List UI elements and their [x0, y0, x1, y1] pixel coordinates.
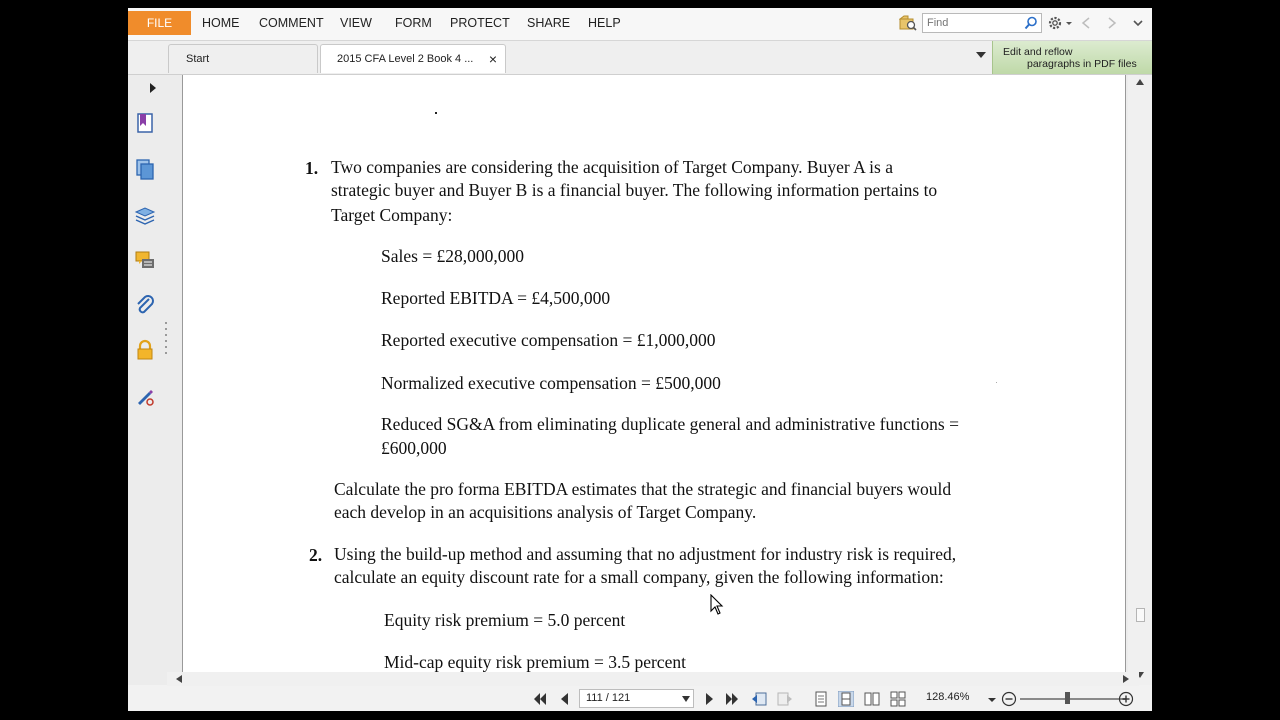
question-1-item: Normalized executive compensation = £500,000 [381, 373, 721, 393]
page-speck [435, 112, 437, 114]
next-page-icon[interactable] [701, 691, 717, 707]
tab-document[interactable] [320, 44, 506, 73]
settings-gear-icon[interactable] [1047, 15, 1063, 31]
document-viewport[interactable] [167, 75, 1140, 672]
zoom-dropdown-icon[interactable] [988, 691, 996, 707]
question-1-prompt: each develop in an acquisitions analysis of Target Company. [334, 502, 757, 522]
horizontal-scrollbar[interactable] [167, 672, 1139, 686]
find-field[interactable] [922, 13, 1042, 33]
status-toolbar [128, 686, 1152, 711]
zoom-out-icon[interactable] [1001, 691, 1017, 707]
pdf-reader-window [128, 8, 1152, 711]
previous-view-icon[interactable] [751, 691, 767, 707]
pdf-page [182, 75, 1126, 672]
ribbon-menu-bar [128, 8, 1152, 41]
edit-reflow-banner[interactable] [992, 41, 1152, 74]
menu-view[interactable]: VIEW [340, 16, 372, 30]
menu-home[interactable]: HOME [202, 16, 240, 30]
page-speck [996, 382, 997, 383]
find-folder-icon[interactable] [899, 15, 917, 31]
edit-reflow-line2: paragraphs in PDF files [1027, 58, 1137, 70]
security-lock-icon[interactable] [134, 339, 156, 361]
zoom-slider-thumb[interactable] [1065, 692, 1070, 704]
layers-icon[interactable] [134, 204, 156, 226]
close-tab-icon[interactable]: × [488, 51, 497, 67]
question-1-item: Reported EBITDA = £4,500,000 [381, 288, 611, 308]
continuous-view-icon[interactable] [838, 691, 854, 707]
question-2-item: Equity risk premium = 5.0 percent [384, 610, 626, 630]
bookmarks-icon[interactable] [134, 112, 156, 134]
navigation-panel [128, 75, 167, 685]
scroll-left-arrow-icon[interactable] [176, 675, 182, 683]
digital-signature-icon[interactable] [134, 385, 156, 407]
edit-reflow-line1: Edit and reflow [1003, 46, 1073, 58]
menu-protect[interactable]: PROTECT [450, 16, 510, 30]
zoom-in-icon[interactable] [1118, 691, 1134, 707]
zoom-level[interactable]: 128.46% [926, 691, 970, 703]
search-icon[interactable] [1024, 16, 1038, 30]
next-view-icon[interactable] [777, 691, 793, 707]
question-1-item: Reported executive compensation = £1,000,000 [381, 330, 716, 350]
question-1-prompt: Calculate the pro forma EBITDA estimates that the strategic and financial buyers would [334, 479, 952, 499]
scroll-up-arrow-icon[interactable] [1136, 79, 1144, 85]
question-number: 2. [309, 545, 323, 565]
expand-panel-arrow-icon[interactable] [149, 83, 157, 93]
first-page-icon[interactable] [532, 691, 548, 707]
vertical-scroll-thumb[interactable] [1136, 608, 1145, 622]
question-number: 1. [305, 158, 319, 178]
menu-comment[interactable]: COMMENT [259, 16, 324, 30]
question-1-item: Sales = £28,000,000 [381, 246, 525, 266]
previous-result-icon[interactable] [1078, 15, 1094, 31]
last-page-icon[interactable] [724, 691, 740, 707]
tab-list-dropdown-icon[interactable] [976, 51, 986, 59]
page-dropdown-icon[interactable] [682, 696, 690, 702]
menu-share[interactable]: SHARE [527, 16, 571, 30]
tab-start-label: Start [186, 53, 210, 65]
mouse-cursor-icon [710, 594, 724, 616]
tab-start[interactable] [168, 44, 318, 73]
question-1-item: Reduced SG&A from eliminating duplicate general and administrative functions = [381, 414, 959, 434]
question-2-line: Using the build-up method and assuming that no adjustment for industry risk is required, [334, 544, 957, 564]
next-result-icon[interactable] [1104, 15, 1120, 31]
facing-view-icon[interactable] [864, 691, 880, 707]
zoom-slider-track[interactable] [1020, 698, 1126, 700]
question-2-item: Mid-cap equity risk premium = 3.5 percent [384, 652, 686, 672]
continuous-facing-view-icon[interactable] [890, 691, 906, 707]
attachments-paperclip-icon[interactable] [134, 294, 156, 316]
comments-icon[interactable] [134, 249, 156, 271]
file-menu-button[interactable]: FILE [128, 11, 191, 35]
ribbon-collapse-chevron-icon[interactable] [1130, 15, 1146, 31]
question-1-line: Two companies are considering the acquisition of Target Company. Buyer A is a [331, 157, 893, 177]
scroll-right-arrow-icon[interactable] [1123, 675, 1129, 683]
page-number-value: 111 / 121 [586, 692, 631, 704]
settings-dropdown-icon[interactable] [1065, 15, 1073, 31]
vertical-scrollbar[interactable] [1128, 75, 1152, 685]
menu-form[interactable]: FORM [395, 16, 432, 30]
find-input[interactable] [927, 15, 1023, 31]
tab-document-label: 2015 CFA Level 2 Book 4 ... [337, 53, 474, 65]
single-page-view-icon[interactable] [813, 691, 829, 707]
question-2-line: calculate an equity discount rate for a small company, given the following information: [334, 567, 944, 587]
previous-page-icon[interactable] [557, 691, 573, 707]
menu-help[interactable]: HELP [588, 16, 621, 30]
page-thumbnails-icon[interactable] [134, 158, 156, 180]
question-1-line: Target Company: [331, 205, 453, 225]
page-number-field[interactable] [579, 689, 694, 708]
question-1-item: £600,000 [381, 438, 447, 458]
question-1-line: strategic buyer and Buyer B is a financial buyer. The following information pertains to [331, 180, 938, 200]
